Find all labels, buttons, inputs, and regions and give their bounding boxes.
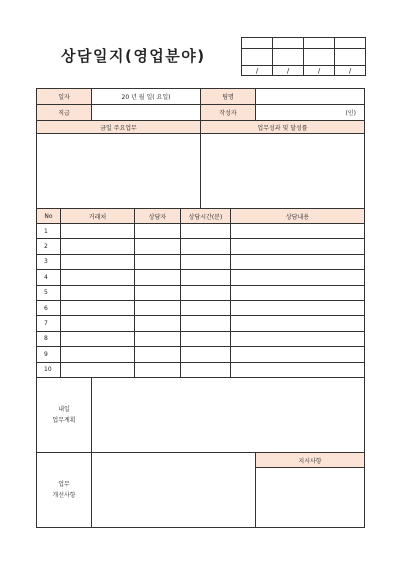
results-label: 업무성과 및 달성률 (201, 121, 365, 134)
date-field[interactable]: 20 년 월 일( 요일) (92, 89, 201, 105)
author-field[interactable]: (인) (256, 105, 365, 121)
duration-cell[interactable] (181, 347, 231, 362)
row-number: 6 (37, 300, 61, 315)
content-cell[interactable] (231, 239, 365, 254)
content-cell[interactable] (231, 331, 365, 346)
approval-sign-cell[interactable] (304, 49, 335, 66)
consultation-log-table (36, 208, 365, 378)
approval-sign-cell[interactable] (242, 49, 273, 66)
instructions-label: 지시사항 (256, 453, 365, 468)
col-header-no: No (37, 209, 61, 224)
approval-date-cell[interactable]: / (273, 66, 304, 76)
col-header-content: 상담내용 (231, 209, 365, 224)
duration-cell[interactable] (181, 331, 231, 346)
tomorrow-plan-field[interactable] (92, 378, 365, 453)
content-cell[interactable] (231, 362, 365, 377)
approval-header-cell (335, 38, 366, 49)
content-cell[interactable] (231, 254, 365, 269)
table-row (37, 331, 365, 346)
client-cell[interactable] (61, 300, 135, 315)
client-cell[interactable] (61, 347, 135, 362)
improvement-field[interactable] (92, 453, 256, 528)
duration-cell[interactable] (181, 362, 231, 377)
tomorrow-plan-label: 내일 업무계획 (37, 378, 92, 453)
col-header-client: 거래처 (61, 209, 135, 224)
tasks-table (36, 120, 365, 209)
counselor-cell[interactable] (135, 347, 181, 362)
client-cell[interactable] (61, 224, 135, 239)
date-label: 일자 (37, 89, 92, 105)
counselor-cell[interactable] (135, 224, 181, 239)
improvement-label: 업무 개선사항 (37, 453, 92, 528)
duration-cell[interactable] (181, 316, 231, 331)
team-field[interactable] (256, 89, 365, 105)
rank-field[interactable] (92, 105, 201, 121)
content-cell[interactable] (231, 300, 365, 315)
approval-header-cell (242, 38, 273, 49)
col-header-duration: 상담시간(분) (181, 209, 231, 224)
client-cell[interactable] (61, 331, 135, 346)
client-cell[interactable] (61, 270, 135, 285)
client-cell[interactable] (61, 239, 135, 254)
document-title: 상담일지(영업분야) (61, 47, 206, 65)
duration-cell[interactable] (181, 270, 231, 285)
approval-box (241, 37, 366, 76)
client-cell[interactable] (61, 254, 135, 269)
row-number: 5 (37, 285, 61, 300)
duration-cell[interactable] (181, 224, 231, 239)
info-table (36, 88, 365, 121)
team-label: 팀명 (201, 89, 256, 105)
table-row (37, 362, 365, 377)
results-field[interactable] (201, 134, 365, 209)
row-number: 4 (37, 270, 61, 285)
table-row (37, 285, 365, 300)
instructions-field[interactable] (256, 468, 365, 528)
duration-cell[interactable] (181, 300, 231, 315)
approval-header-cell (304, 38, 335, 49)
approval-sign-cell[interactable] (273, 49, 304, 66)
counselor-cell[interactable] (135, 331, 181, 346)
today-tasks-field[interactable] (37, 134, 201, 209)
duration-cell[interactable] (181, 239, 231, 254)
table-row (37, 254, 365, 269)
content-cell[interactable] (231, 316, 365, 331)
counselor-cell[interactable] (135, 300, 181, 315)
counselor-cell[interactable] (135, 285, 181, 300)
counselor-cell[interactable] (135, 254, 181, 269)
table-row (37, 224, 365, 239)
row-number: 1 (37, 224, 61, 239)
counselor-cell[interactable] (135, 316, 181, 331)
table-row (37, 347, 365, 362)
content-cell[interactable] (231, 270, 365, 285)
duration-cell[interactable] (181, 285, 231, 300)
author-label: 작성자 (201, 105, 256, 121)
row-number: 3 (37, 254, 61, 269)
duration-cell[interactable] (181, 254, 231, 269)
rank-label: 직급 (37, 105, 92, 121)
plan-table (36, 377, 365, 453)
approval-header-cell (273, 38, 304, 49)
counselor-cell[interactable] (135, 362, 181, 377)
today-tasks-label: 금일 주요업무 (37, 121, 201, 134)
client-cell[interactable] (61, 285, 135, 300)
counselor-cell[interactable] (135, 270, 181, 285)
content-cell[interactable] (231, 285, 365, 300)
approval-date-cell[interactable]: / (242, 66, 273, 76)
approval-date-cell[interactable]: / (304, 66, 335, 76)
row-number: 10 (37, 362, 61, 377)
col-header-counselor: 상담자 (135, 209, 181, 224)
row-number: 8 (37, 331, 61, 346)
row-number: 7 (37, 316, 61, 331)
approval-date-cell[interactable]: / (335, 66, 366, 76)
client-cell[interactable] (61, 362, 135, 377)
table-row (37, 316, 365, 331)
client-cell[interactable] (61, 316, 135, 331)
table-row (37, 300, 365, 315)
table-row (37, 270, 365, 285)
approval-sign-cell[interactable] (335, 49, 366, 66)
content-cell[interactable] (231, 347, 365, 362)
counselor-cell[interactable] (135, 239, 181, 254)
content-cell[interactable] (231, 224, 365, 239)
row-number: 9 (37, 347, 61, 362)
table-row (37, 239, 365, 254)
row-number: 2 (37, 239, 61, 254)
improvement-table (36, 452, 365, 528)
